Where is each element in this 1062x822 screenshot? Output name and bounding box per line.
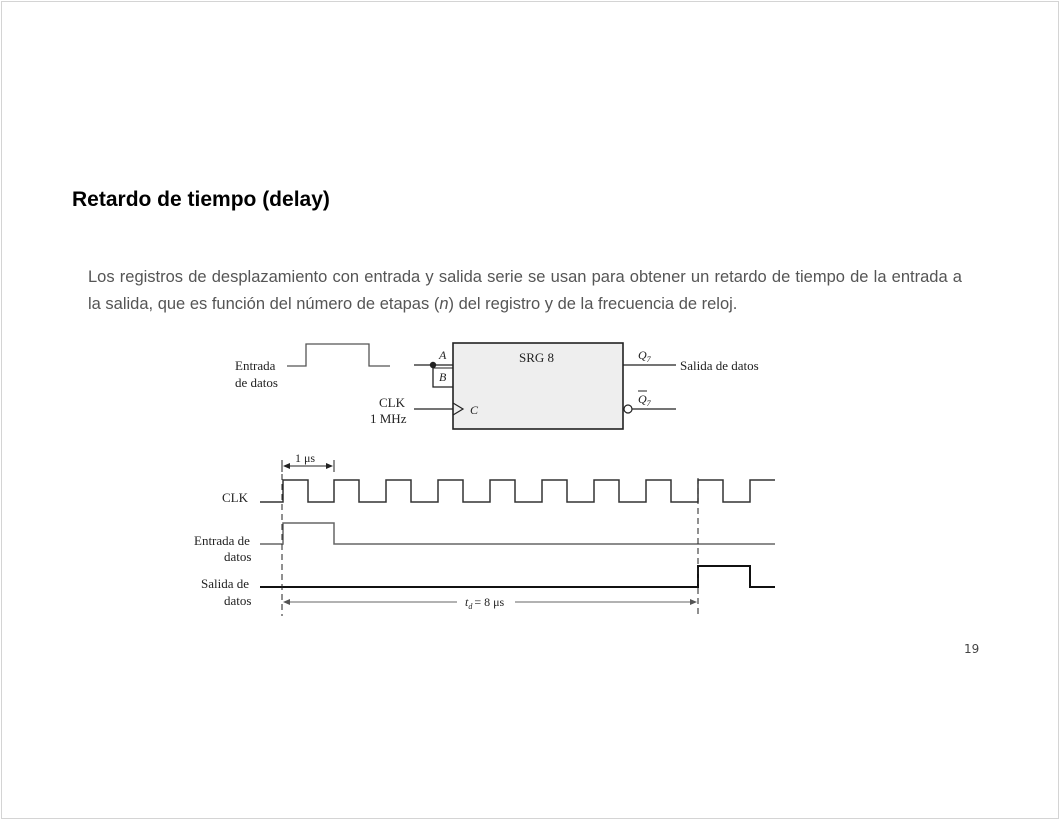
q7-label [638, 348, 652, 364]
pin-c-label: C [470, 403, 479, 417]
delay-arrow-left-head [283, 599, 290, 605]
qbar-inversion-bubble [624, 405, 632, 413]
paragraph-variable-n: n [439, 295, 449, 313]
page-number: 19 [964, 642, 980, 656]
timing-diagram [194, 451, 775, 616]
input-label-line2: de datos [235, 375, 278, 390]
data-in-label-line1: Entrada de [194, 533, 250, 548]
srg-block-diagram [235, 343, 759, 429]
input-label-line1: Entrada [235, 358, 276, 373]
shift-register-delay-figure [2, 2, 1060, 820]
delay-subscript: d [468, 602, 473, 611]
data-in-label-line2: datos [224, 549, 252, 564]
slide [1, 1, 1059, 819]
pin-b-label: B [439, 370, 447, 384]
delay-arrow-right-head [690, 599, 697, 605]
data-out-label-line2: datos [224, 593, 252, 608]
period-arrow-right-head [326, 463, 333, 469]
qbar7-subscript: 7 [646, 399, 651, 408]
qbar7-label [638, 392, 652, 408]
qbar7-letter: Q [638, 392, 647, 406]
period-arrow-left-head [283, 463, 290, 469]
input-pulse-waveform [287, 344, 390, 366]
clk-signal-label: CLK [222, 490, 248, 505]
q7-subscript: 7 [646, 355, 651, 364]
data-out-label-line1: Salida de [201, 576, 250, 591]
register-name: SRG 8 [519, 350, 555, 365]
clk-frequency-label: 1 MHz [370, 411, 407, 426]
delay-value: = 8 μs [474, 595, 505, 609]
slide-title: Retardo de tiempo (delay) [72, 188, 330, 211]
pin-a-label: A [439, 348, 447, 362]
paragraph-text-start: Los registros de desplazamiento con entrada y salida serie se usan para obtener un retardo de tiempo de la entrada a la salida, que es función del número de etapas ( [88, 268, 962, 313]
output-label: Salida de datos [680, 358, 759, 373]
paragraph-text-end: ) del registro y de la frecuencia de reloj. [448, 295, 738, 313]
q7-letter: Q [638, 348, 647, 362]
clk-input-label: CLK [379, 395, 405, 410]
delay-label [465, 595, 505, 611]
delay-symbol: t [465, 595, 469, 609]
period-label: 1 μs [295, 451, 316, 465]
